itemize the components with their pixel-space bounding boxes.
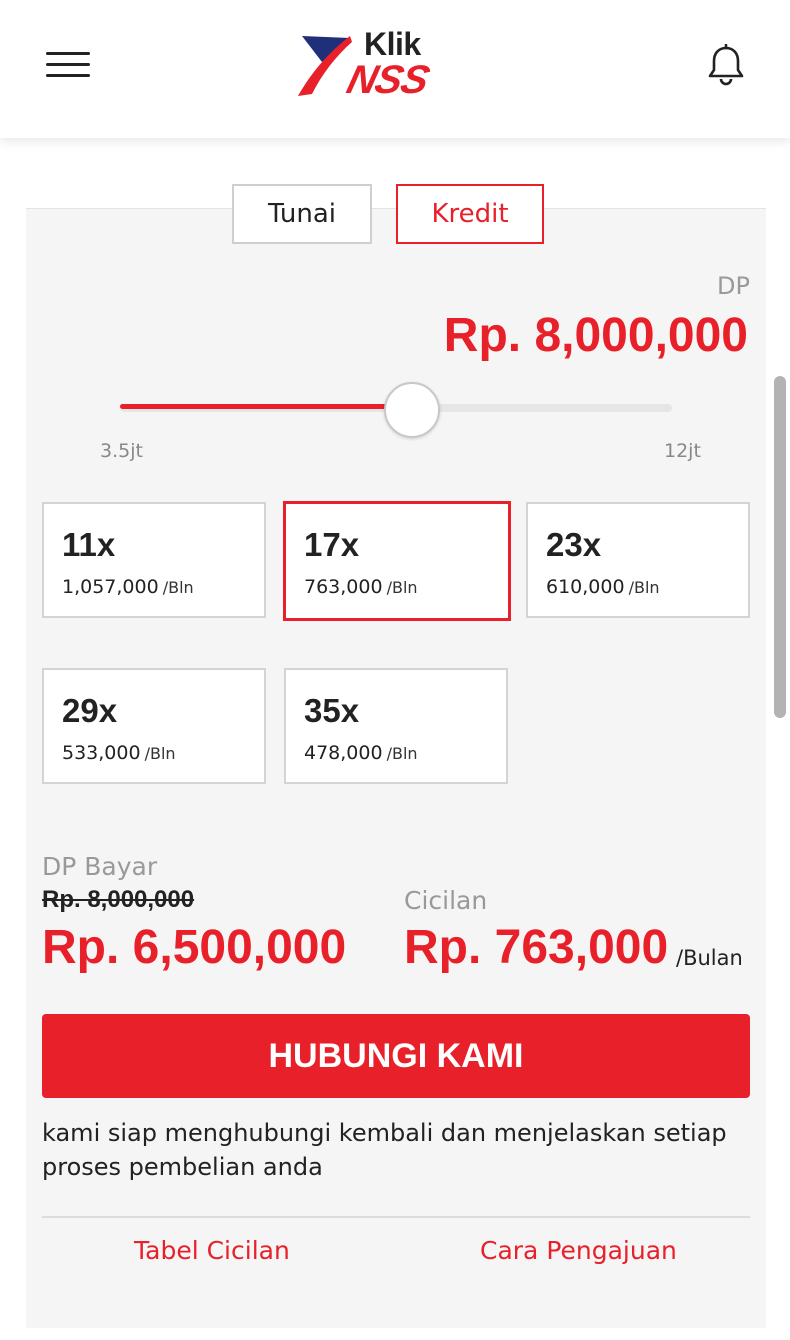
tab-tunai[interactable]: Tunai xyxy=(232,184,372,244)
cicilan-value: Rp. 763,000 xyxy=(404,921,669,974)
logo-text-klik: Klik xyxy=(364,26,421,62)
plan-option-23x[interactable] xyxy=(526,502,750,618)
plan-amount-value: 533,000 xyxy=(62,742,141,764)
slider-max-label: 12jt xyxy=(664,440,701,462)
tab-kredit[interactable]: Kredit xyxy=(396,184,544,244)
plan-option-29x[interactable] xyxy=(42,668,266,784)
plan-amount-value: 610,000 xyxy=(546,576,625,598)
dp-slider-thumb[interactable] xyxy=(384,382,440,438)
plan-option-11x[interactable] xyxy=(42,502,266,618)
klik-nss-logo[interactable] xyxy=(292,24,502,104)
plan-option-17x[interactable] xyxy=(283,501,511,621)
divider xyxy=(42,1216,750,1218)
cta-note: kami siap menghubungi kembali dan menjelaskan setiap proses pembelian anda xyxy=(42,1119,727,1181)
plan-amount-unit: /Bln xyxy=(144,744,176,763)
plan-term: 29x xyxy=(62,692,118,729)
dp-bayar-value: Rp. 6,500,000 xyxy=(42,921,347,974)
plan-monthly-amount xyxy=(546,576,660,598)
dp-value: Rp. 8,000,000 xyxy=(443,309,748,362)
bell-icon[interactable] xyxy=(706,44,746,86)
slider-min-label: 3.5jt xyxy=(100,440,143,462)
dp-slider-fill xyxy=(120,404,412,409)
tabel-cicilan-link[interactable]: Tabel Cicilan xyxy=(134,1236,290,1265)
plan-term: 35x xyxy=(304,692,360,729)
plan-amount-value: 478,000 xyxy=(304,742,383,764)
hubungi-kami-button[interactable]: HUBUNGI KAMI xyxy=(42,1014,750,1098)
app-header xyxy=(0,0,790,138)
hamburger-menu-icon[interactable] xyxy=(46,50,90,80)
plan-term: 23x xyxy=(546,526,602,563)
plan-amount-unit: /Bln xyxy=(162,578,194,597)
dp-label: DP xyxy=(717,272,750,300)
plan-term: 17x xyxy=(304,526,360,563)
plan-monthly-amount xyxy=(304,742,418,764)
cicilan-unit: /Bulan xyxy=(676,946,743,970)
plan-monthly-amount xyxy=(62,576,194,598)
cicilan-label: Cicilan xyxy=(404,886,488,915)
dp-bayar-label: DP Bayar xyxy=(42,852,158,881)
plan-amount-value: 1,057,000 xyxy=(62,576,159,598)
plan-monthly-amount xyxy=(62,742,176,764)
cara-pengajuan-link[interactable]: Cara Pengajuan xyxy=(480,1236,677,1265)
plan-amount-value: 763,000 xyxy=(304,576,383,598)
plan-amount-unit: /Bln xyxy=(386,744,418,763)
plan-amount-unit: /Bln xyxy=(628,578,660,597)
plan-monthly-amount xyxy=(304,576,418,598)
scrollbar[interactable] xyxy=(774,376,786,718)
dp-bayar-original-price: Rp. 8,000,000 xyxy=(42,886,195,913)
plan-option-35x[interactable] xyxy=(284,668,508,784)
plan-amount-unit: /Bln xyxy=(386,578,418,597)
plan-term: 11x xyxy=(62,526,116,563)
logo-text-nss: NSS xyxy=(342,58,433,102)
